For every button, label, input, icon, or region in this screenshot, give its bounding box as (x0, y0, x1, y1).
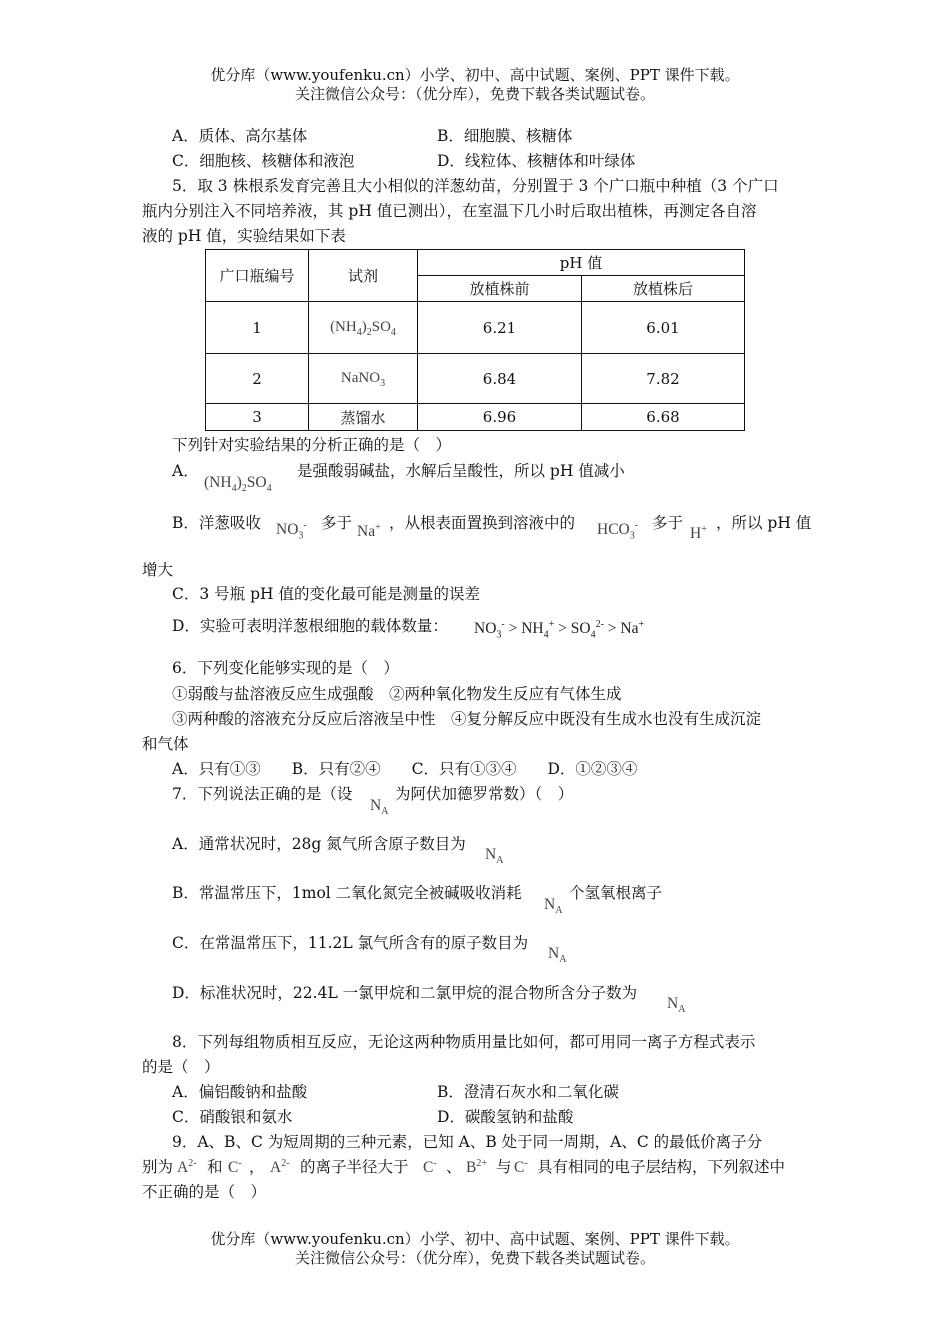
formula-sodium-ion: Na+ (357, 522, 381, 541)
formula-b2-ion: $B^{2+}$ (466, 1158, 487, 1177)
formula-c-ion: C- (423, 1158, 437, 1177)
q4-option-c: C．细胞核、核糖体和液泡 (172, 152, 355, 170)
formula-ammonium-sulfate: $(NH_4)_2SO_4$ (204, 474, 272, 495)
formula-carrier-order: $NO_3^- > NH_4^+ > SO_4^{2-} > Na^+$ (474, 619, 645, 641)
col-header-ph: pH 值 (418, 250, 745, 276)
q7-option-b-a: B．常温常压下，1mol 二氧化氮完全被碱吸收消耗 (172, 884, 522, 902)
cell-bottle-no: 1 (206, 302, 309, 354)
q9-l2-d: 的离子半径大于 (300, 1158, 409, 1176)
q9-stem-line-3: 不正确的是（ ） (142, 1183, 267, 1201)
q7-option-c: C．在常温常压下，11.2L 氯气所含有的原子数目为 (172, 934, 529, 952)
q5-stem-line-3: 液的 pH 值，实验结果如下表 (142, 227, 346, 245)
q6-item-line-3: 和气体 (142, 735, 189, 753)
q5-option-b-cont: 增大 (142, 561, 174, 579)
q9-l2-f: 与 (496, 1158, 512, 1176)
q6-stem: 6．下列变化能够实现的是（ ） (172, 659, 399, 677)
q5-option-b-3: ，从根表面置换到溶液中的 (389, 514, 576, 532)
q9-l2-b: 和 (207, 1158, 223, 1176)
formula-avogadro: $N_A$ (485, 846, 504, 867)
q6-item-line-2: ③两种酸的溶液充分反应后溶液呈中性 ④复分解反应中既没有生成水也没有生成沉淀 (172, 710, 762, 728)
footer-line-1: 优分库（www.youfenku.cn）小学、初中、高中试题、案例、PPT 课件下载。 (210, 1230, 740, 1248)
header-line-1: 优分库（www.youfenku.cn）小学、初中、高中试题、案例、PPT 课件下载。 (210, 66, 740, 84)
q8-option-c: C．硝酸银和氨水 (172, 1108, 293, 1126)
cell-bottle-no: 2 (206, 354, 309, 404)
q7-option-b-b: 个氢氧根离子 (569, 884, 663, 902)
cell-ph-after: 6.01 (582, 302, 745, 354)
cell-bottle-no: 3 (206, 404, 309, 431)
header-line-2: 关注微信公众号：（优分库），免费下载各类试题试卷。 (294, 85, 655, 103)
q6-item-line-1: ①弱酸与盐溶液反应生成强酸 ②两种氧化物发生反应有气体生成 (172, 685, 622, 703)
q9-l2-a: 别为 (142, 1158, 174, 1176)
q7-stem-a: 7．下列说法正确的是（设 (172, 785, 353, 803)
table-row (206, 354, 745, 404)
q7-option-d: D．标准状况时，22.4L 一氯甲烷和二氯甲烷的混合物所含分子数为 (172, 984, 638, 1002)
cell-ph-after: 6.68 (582, 404, 745, 431)
formula-a2-ion: $A^{2-}$ (177, 1158, 197, 1177)
col-header-before: 放植株前 (418, 276, 582, 302)
cell-ph-before: 6.96 (418, 404, 582, 431)
table-row (206, 302, 745, 354)
q8-option-d: D．碳酸氢钠和盐酸 (437, 1108, 574, 1126)
page-footer (0, 1230, 950, 1268)
col-header-after: 放植株后 (582, 276, 745, 302)
q9-l2-c: ， (249, 1158, 265, 1176)
q5-option-a-text: 是强酸弱碱盐，水解后呈酸性，所以 pH 值减小 (297, 462, 625, 480)
cell-reagent-formula: NaNO$_3$ (309, 354, 418, 404)
col-header-reagent: 试剂 (309, 250, 418, 302)
q5-option-b-1: B．洋葱吸收 (172, 514, 261, 532)
q8-option-a: A．偏铝酸钠和盐酸 (172, 1083, 308, 1101)
formula-c-ion: C- (228, 1158, 242, 1177)
q5-option-a-label: A． (172, 462, 199, 480)
formula-a2-ion: $A^{2-}$ (270, 1158, 290, 1177)
q5-stem-line-1: 5．取 3 株根系发育完善且大小相似的洋葱幼苗，分别置于 3 个广口瓶中种植（3 个广口 (172, 177, 779, 195)
q5-stem-line-2: 瓶内分别注入不同培养液，其 pH 值已测出），在室温下几小时后取出植株，再测定各自溶 (142, 202, 757, 220)
cell-ph-before: 6.84 (418, 354, 582, 404)
q5-option-c: C．3 号瓶 pH 值的变化最可能是测量的误差 (172, 585, 480, 603)
formula-avogadro: $N_A$ (544, 896, 563, 917)
cell-reagent-formula: $(NH_4)_2SO_4$ (309, 302, 418, 354)
formula-c-ion: C- (514, 1158, 528, 1177)
footer-line-2: 关注微信公众号：（优分库），免费下载各类试题试卷。 (294, 1249, 655, 1267)
table-row (206, 404, 745, 431)
q7-stem-b: 为阿伏加德罗常数）（ ） (395, 785, 574, 803)
formula-avogadro: $N_A$ (667, 995, 686, 1016)
q8-option-b: B．澄清石灰水和二氧化碳 (437, 1083, 619, 1101)
q8-stem-line-1: 8．下列每组物质相互反应，无论这两种物质用量比如何，都可用同一离子方程式表示 (172, 1033, 756, 1051)
formula-avogadro: $N_A$ (370, 797, 389, 818)
page-header (0, 66, 950, 104)
q9-l2-g: 具有相同的电子层结构，下列叙述中 (537, 1158, 786, 1176)
q5-option-b-4: 多于 (652, 514, 684, 532)
col-header-bottle: 广口瓶编号 (206, 250, 309, 302)
q9-l2-e: 、 (446, 1158, 462, 1176)
q5-option-d: D．实验可表明洋葱根细胞的载体数量： (172, 617, 448, 635)
q4-option-b: B．细胞膜、核糖体 (437, 127, 573, 145)
formula-hydrogen-ion: H+ (690, 524, 707, 543)
cell-ph-after: 7.82 (582, 354, 745, 404)
q7-option-a: A．通常状况时，28g 氮气所含原子数目为 (172, 835, 466, 853)
formula-nitrate-ion: $NO_3^-$ (276, 520, 307, 542)
q5-option-b-5: ，所以 pH 值 (716, 514, 812, 532)
q5-option-b-2: 多于 (321, 514, 353, 532)
q4-option-d: D．线粒体、核糖体和叶绿体 (437, 152, 636, 170)
cell-ph-before: 6.21 (418, 302, 582, 354)
q9-stem-line-1: 9．A、B、C 为短周期的三种元素，已知 A、B 处于同一周期，A、C 的最低价离子分 (172, 1133, 763, 1151)
q4-option-a: A．质体、高尔基体 (172, 127, 308, 145)
q5-question: 下列针对实验结果的分析正确的是（ ） (172, 436, 452, 454)
ph-results-table (205, 249, 745, 431)
q8-stem-line-2: 的是（ ） (142, 1058, 220, 1076)
cell-reagent: 蒸馏水 (309, 404, 418, 431)
q6-options: A．只有①③ B．只有②④ C．只有①③④ D．①②③④ (172, 760, 638, 778)
formula-avogadro: $N_A$ (548, 945, 567, 966)
formula-bicarbonate-ion: $HCO_3^-$ (597, 520, 639, 542)
